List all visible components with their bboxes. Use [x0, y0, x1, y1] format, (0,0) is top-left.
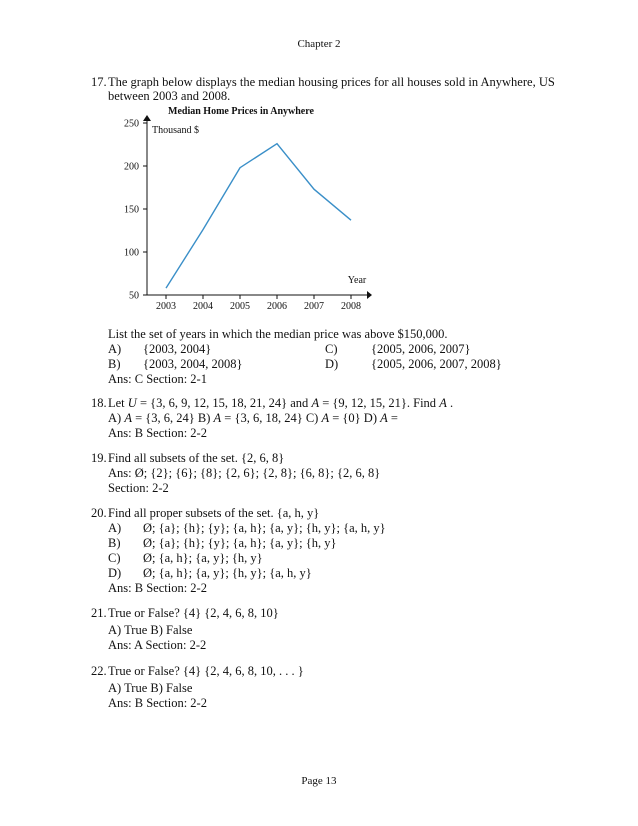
question-number: 22. [91, 664, 107, 678]
option-c-text: {2005, 2006, 2007} [371, 342, 471, 356]
option-d-text: {2005, 2006, 2007, 2008} [371, 357, 502, 371]
option-d-text: Ø; {a, h}; {a, y}; {h, y}; {a, h, y} [143, 566, 312, 580]
x-tick-label: 2003 [156, 301, 176, 312]
answer-line: Ans: B Section: 2-2 [108, 696, 207, 710]
answer-line: Ans: A Section: 2-2 [108, 638, 207, 652]
option-c-text: Ø; {a, h}; {a, y}; {h, y} [143, 551, 263, 565]
chart-title: Median Home Prices in Anywhere [168, 106, 314, 117]
y-axis-label: Thousand $ [152, 125, 199, 136]
question-number: 17. [91, 75, 107, 89]
page-header: Chapter 2 [297, 38, 341, 50]
answer-options: A) True B) False [108, 623, 193, 637]
y-axis-arrow [143, 115, 151, 121]
x-axis-label: Year [347, 275, 367, 286]
option-a-letter: A) [108, 521, 122, 535]
y-tick-label: 200 [124, 161, 139, 173]
y-tick-label: 250 [124, 118, 139, 130]
option-a-text: {2003, 2004} [143, 342, 212, 356]
question-text: Find all subsets of the set. {2, 6, 8} [108, 451, 285, 465]
y-tick-label: 100 [124, 247, 139, 259]
x-tick-label: 2008 [341, 301, 361, 312]
question-number: 20. [91, 506, 107, 520]
option-c-letter: C) [325, 342, 338, 356]
option-a-text: Ø; {a}; {h}; {y}; {a, h}; {a, y}; {h, y}; {a, h, y} [143, 521, 386, 535]
median-home-prices-chart [95, 103, 385, 315]
answer-options: A) A = {3, 6, 24} B) A = {3, 6, 18, 24} C) A = {0} D) A = [108, 411, 398, 425]
x-tick-label: 2005 [230, 301, 250, 312]
x-axis-arrow [367, 291, 372, 299]
question-text: True or False? {4} {2, 4, 6, 8, 10, . . . } [108, 664, 304, 678]
question-number: 21. [91, 606, 107, 620]
question-text: List the set of years in which the median price was above $150,000. [108, 327, 448, 341]
answer-line: Ans: C Section: 2-1 [108, 372, 207, 386]
option-d-letter: D) [325, 357, 339, 371]
option-b-text: Ø; {a}; {h}; {y}; {a, h}; {a, y}; {h, y} [143, 536, 337, 550]
y-tick-label: 50 [129, 290, 139, 302]
answer-line: Ans: B Section: 2-2 [108, 426, 207, 440]
series-line [166, 144, 351, 288]
answer-options: A) True B) False [108, 681, 193, 695]
y-tick-label: 150 [124, 204, 139, 216]
option-d-letter: D) [108, 566, 122, 580]
question-text: Find all proper subsets of the set. {a, h, y} [108, 506, 320, 520]
answer-line: Ans: B Section: 2-2 [108, 581, 207, 595]
question-text: The graph below displays the median housing prices for all houses sold in Anywhere, US [108, 75, 555, 89]
section-line: Section: 2-2 [108, 481, 169, 495]
question-number: 18. [91, 396, 107, 410]
option-c-letter: C) [108, 551, 121, 565]
option-b-letter: B) [108, 536, 121, 550]
question-text: True or False? {4} {2, 4, 6, 8, 10} [108, 606, 279, 620]
option-b-letter: B) [108, 357, 121, 371]
answer-line: Ans: Ø; {2}; {6}; {8}; {2, 6}; {2, 8}; {6, 8}; {2, 6, 8} [108, 466, 381, 480]
question-text: between 2003 and 2008. [108, 89, 231, 103]
question-number: 19. [91, 451, 107, 465]
option-b-text: {2003, 2004, 2008} [143, 357, 243, 371]
x-tick-label: 2007 [304, 301, 324, 312]
x-tick-label: 2004 [193, 301, 213, 312]
option-a-letter: A) [108, 342, 122, 356]
x-tick-label: 2006 [267, 301, 287, 312]
page-footer: Page 13 [301, 775, 337, 787]
question-text: Let U = {3, 6, 9, 12, 15, 18, 21, 24} and A = {9, 12, 15, 21}. Find A . [108, 396, 454, 410]
